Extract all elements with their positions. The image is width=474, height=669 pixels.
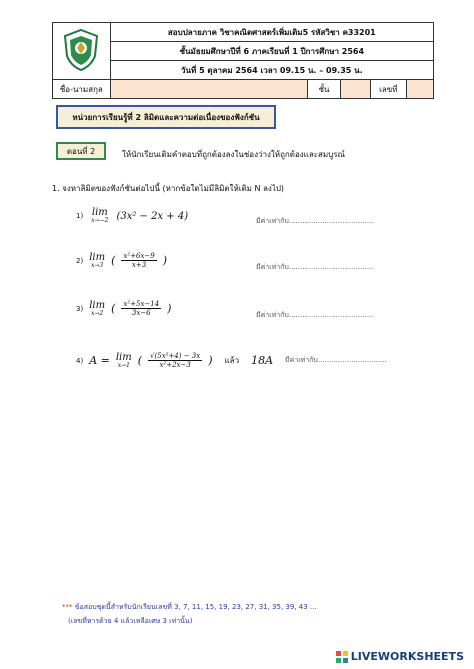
item-2-number: 2) — [76, 256, 84, 265]
item-4-answer[interactable]: มีค่าเท่ากับ............................... — [285, 356, 387, 364]
class-field[interactable] — [341, 80, 370, 99]
unit-title-box: หน่วยการเรียนรู้ที่ 2 ลิมิตและความต่อเนื่องของฟังก์ชัน — [56, 105, 276, 129]
footer-line1: ข้อสอบชุดนี้สำหรับนักเรียนเลขที่ 3, 7, 11, 15, 19, 23, 27, 31, 35, 39, 43 ... — [72, 603, 317, 611]
watermark-text: LIVEWORKSHEETS — [350, 650, 464, 663]
item-4: 4) A = lim x→1 ( $\frac{\text{√(5x²+4) − 3x}}{\text{x²+2x−3}}$ ) แล้ว 18A มีค่าเท่ากับ............................... — [76, 351, 387, 369]
item-2: 2) lim x→3 ( $\frac{\text{x²+6x−9}}{x+3}$ ) — [76, 251, 168, 269]
footer-star: *** — [62, 603, 73, 611]
item-4-then: แล้ว — [224, 356, 240, 365]
footer-note-2: (เลขที่หารด้วย 4 แล้วเหลือเศษ 3 เท่านั้น) — [68, 617, 193, 625]
item-1-limit: lim x→−2 — [91, 207, 109, 224]
number-field[interactable] — [406, 80, 433, 99]
class-label: ชั้น — [307, 80, 341, 99]
number-label: เลขที่ — [370, 80, 406, 99]
item-3-fraction: $\frac{\text{x²+5x−14}}{3x-6}$ — [123, 300, 160, 317]
item-4-fraction: $\frac{\text{√(5x²+4) − 3x}}{\text{x²+2x−3}}$ — [150, 352, 201, 369]
item-2-fraction: $\frac{\text{x²+6x−9}}{x+3}$ — [123, 252, 155, 269]
item-4-limit: lim x→1 — [115, 351, 132, 369]
exam-header-table — [52, 22, 434, 99]
item-2-answer[interactable]: มีค่าเท่ากับ...................................... — [256, 263, 374, 271]
item-1-expression: (3x² − 2x + 4) — [116, 210, 189, 222]
item-1-number: 1) — [76, 212, 84, 220]
header-line2: ชั้นมัธยมศึกษาปีที่ 6 ภาคเรียนที่ 1 ปีการศึกษา 2564 — [110, 42, 433, 61]
item-3: 3) lim x→2 ( $\frac{\text{x²+5x−14}}{3x-6}$ ) — [76, 299, 172, 317]
item-1-answer[interactable]: มีค่าเท่ากับ...................................... — [256, 217, 374, 225]
question-text: 1. จงหาลิมิตของฟังก์ชันต่อไปนี้ (หากข้อใดไม่มีลิมิตให้เติม N ลงไป) — [52, 184, 285, 193]
footer-note-1 — [62, 602, 317, 613]
school-logo-cell — [53, 23, 111, 80]
item-4-A: A = — [89, 354, 110, 367]
header-line3: วันที่ 5 ตุลาคม 2564 เวลา 09.15 น. – 09.35 น. — [110, 61, 433, 80]
item-4-18A: 18A — [251, 354, 274, 367]
liveworksheets-watermark — [336, 650, 464, 663]
name-label: ชื่อ-นามสกุล — [53, 80, 111, 99]
name-field[interactable] — [110, 80, 307, 99]
liveworksheets-logo-icon — [336, 651, 348, 663]
instruction-text: ให้นักเรียนเติมคำตอบที่ถูกต้องลงในช่องว่างให้ถูกต้องและสมบูรณ์ — [122, 150, 345, 159]
item-1 — [76, 208, 188, 224]
item-4-number: 4) — [76, 356, 84, 365]
item-2-limit: lim x→3 — [89, 251, 106, 269]
header-line1: สอบปลายภาค วิชาคณิตศาสตร์เพิ่มเติม5 รหัสวิชา ค33201 — [110, 23, 433, 42]
item-3-number: 3) — [76, 304, 84, 313]
part-label-box: ตอนที่ 2 — [56, 142, 106, 160]
item-3-answer[interactable]: มีค่าเท่ากับ...................................... — [256, 311, 374, 319]
item-3-limit: lim x→2 — [89, 299, 106, 317]
school-logo-icon — [61, 28, 101, 72]
